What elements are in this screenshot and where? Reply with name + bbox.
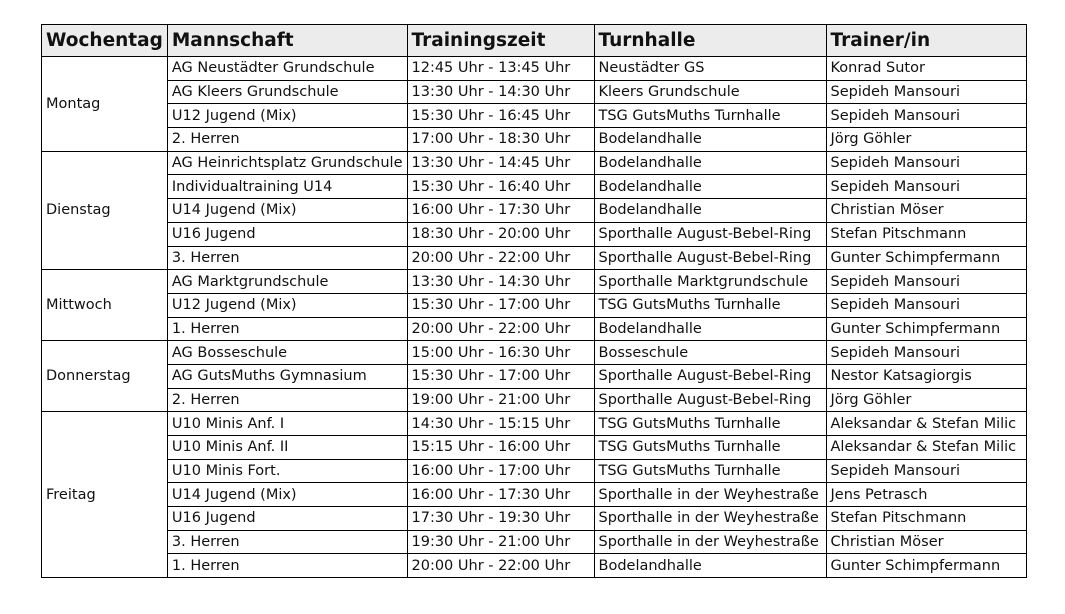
mannschaft-cell: AG Marktgrundschule (167, 270, 407, 294)
turnhalle-cell: Bosseschule (594, 341, 826, 365)
trainer-cell: Sepideh Mansouri (826, 104, 1026, 128)
table-row (42, 293, 1027, 317)
trainingszeit-cell: 12:45 Uhr - 13:45 Uhr (407, 57, 594, 81)
trainer-cell: Jörg Göhler (826, 388, 1026, 412)
table-row (42, 554, 1027, 578)
trainer-cell: Jörg Göhler (826, 128, 1026, 152)
mannschaft-cell: U16 Jugend (167, 507, 407, 531)
mannschaft-cell: AG Bosseschule (167, 341, 407, 365)
turnhalle-cell: TSG GutsMuths Turnhalle (594, 104, 826, 128)
trainingszeit-cell: 16:00 Uhr - 17:00 Uhr (407, 459, 594, 483)
header-wochentag: Wochentag (42, 25, 168, 57)
table-row (42, 412, 1027, 436)
turnhalle-cell: Bodelandhalle (594, 151, 826, 175)
turnhalle-cell: Bodelandhalle (594, 317, 826, 341)
mannschaft-cell: U10 Minis Fort. (167, 459, 407, 483)
turnhalle-cell: Sporthalle August-Bebel-Ring (594, 222, 826, 246)
mannschaft-cell: 2. Herren (167, 388, 407, 412)
trainer-cell: Sepideh Mansouri (826, 459, 1026, 483)
turnhalle-cell: Kleers Grundschule (594, 80, 826, 104)
table-row (42, 270, 1027, 294)
trainingszeit-cell: 14:30 Uhr - 15:15 Uhr (407, 412, 594, 436)
turnhalle-cell: Sporthalle August-Bebel-Ring (594, 388, 826, 412)
trainingszeit-cell: 20:00 Uhr - 22:00 Uhr (407, 554, 594, 578)
mannschaft-cell: Individualtraining U14 (167, 175, 407, 199)
table-row (42, 459, 1027, 483)
trainer-cell: Sepideh Mansouri (826, 293, 1026, 317)
turnhalle-cell: Bodelandhalle (594, 128, 826, 152)
mannschaft-cell: 1. Herren (167, 554, 407, 578)
trainingszeit-cell: 15:00 Uhr - 16:30 Uhr (407, 341, 594, 365)
turnhalle-cell: Neustädter GS (594, 57, 826, 81)
trainer-cell: Nestor Katsagiorgis (826, 364, 1026, 388)
trainer-cell: Konrad Sutor (826, 57, 1026, 81)
training-schedule-table (41, 24, 1027, 578)
trainer-cell: Jens Petrasch (826, 483, 1026, 507)
turnhalle-cell: Sporthalle in der Weyhestraße (594, 507, 826, 531)
turnhalle-cell: Sporthalle in der Weyhestraße (594, 530, 826, 554)
trainingszeit-cell: 15:15 Uhr - 16:00 Uhr (407, 436, 594, 460)
mannschaft-cell: 3. Herren (167, 530, 407, 554)
trainer-cell: Christian Möser (826, 199, 1026, 223)
trainer-cell: Gunter Schimpfermann (826, 317, 1026, 341)
weekday-cell: Dienstag (42, 151, 168, 269)
table-row (42, 175, 1027, 199)
table-row (42, 507, 1027, 531)
table-row (42, 80, 1027, 104)
trainer-cell: Sepideh Mansouri (826, 341, 1026, 365)
mannschaft-cell: U14 Jugend (Mix) (167, 199, 407, 223)
table-row (42, 317, 1027, 341)
mannschaft-cell: U14 Jugend (Mix) (167, 483, 407, 507)
header-trainer: Trainer/in (826, 25, 1026, 57)
mannschaft-cell: AG GutsMuths Gymnasium (167, 364, 407, 388)
trainingszeit-cell: 17:00 Uhr - 18:30 Uhr (407, 128, 594, 152)
trainer-cell: Aleksandar & Stefan Milic (826, 412, 1026, 436)
trainingszeit-cell: 13:30 Uhr - 14:30 Uhr (407, 270, 594, 294)
trainingszeit-cell: 17:30 Uhr - 19:30 Uhr (407, 507, 594, 531)
trainer-cell: Gunter Schimpfermann (826, 246, 1026, 270)
table-row (42, 388, 1027, 412)
trainer-cell: Sepideh Mansouri (826, 175, 1026, 199)
table-row (42, 364, 1027, 388)
mannschaft-cell: U10 Minis Anf. I (167, 412, 407, 436)
turnhalle-cell: TSG GutsMuths Turnhalle (594, 293, 826, 317)
weekday-cell: Freitag (42, 412, 168, 578)
trainingszeit-cell: 19:00 Uhr - 21:00 Uhr (407, 388, 594, 412)
mannschaft-cell: 3. Herren (167, 246, 407, 270)
mannschaft-cell: U12 Jugend (Mix) (167, 293, 407, 317)
mannschaft-cell: AG Kleers Grundschule (167, 80, 407, 104)
trainingszeit-cell: 16:00 Uhr - 17:30 Uhr (407, 483, 594, 507)
trainingszeit-cell: 16:00 Uhr - 17:30 Uhr (407, 199, 594, 223)
mannschaft-cell: U10 Minis Anf. II (167, 436, 407, 460)
table-row (42, 222, 1027, 246)
trainer-cell: Stefan Pitschmann (826, 507, 1026, 531)
mannschaft-cell: AG Heinrichtsplatz Grundschule (167, 151, 407, 175)
header-turnhalle: Turnhalle (594, 25, 826, 57)
table-row (42, 341, 1027, 365)
trainingszeit-cell: 19:30 Uhr - 21:00 Uhr (407, 530, 594, 554)
mannschaft-cell: 2. Herren (167, 128, 407, 152)
trainingszeit-cell: 20:00 Uhr - 22:00 Uhr (407, 246, 594, 270)
mannschaft-cell: AG Neustädter Grundschule (167, 57, 407, 81)
weekday-cell: Donnerstag (42, 341, 168, 412)
trainer-cell: Stefan Pitschmann (826, 222, 1026, 246)
weekday-cell: Mittwoch (42, 270, 168, 341)
table-row (42, 530, 1027, 554)
turnhalle-cell: Sporthalle August-Bebel-Ring (594, 364, 826, 388)
trainer-cell: Christian Möser (826, 530, 1026, 554)
mannschaft-cell: 1. Herren (167, 317, 407, 341)
trainer-cell: Sepideh Mansouri (826, 151, 1026, 175)
trainingszeit-cell: 13:30 Uhr - 14:30 Uhr (407, 80, 594, 104)
table-row (42, 483, 1027, 507)
table-row (42, 199, 1027, 223)
trainer-cell: Aleksandar & Stefan Milic (826, 436, 1026, 460)
turnhalle-cell: Sporthalle in der Weyhestraße (594, 483, 826, 507)
schedule-body (42, 57, 1027, 578)
table-row (42, 151, 1027, 175)
header-trainingszeit: Trainingszeit (407, 25, 594, 57)
trainer-cell: Sepideh Mansouri (826, 270, 1026, 294)
turnhalle-cell: Sporthalle August-Bebel-Ring (594, 246, 826, 270)
turnhalle-cell: TSG GutsMuths Turnhalle (594, 412, 826, 436)
mannschaft-cell: U16 Jugend (167, 222, 407, 246)
header-row (42, 25, 1027, 57)
table-row (42, 246, 1027, 270)
trainingszeit-cell: 15:30 Uhr - 16:40 Uhr (407, 175, 594, 199)
trainingszeit-cell: 18:30 Uhr - 20:00 Uhr (407, 222, 594, 246)
table-row (42, 436, 1027, 460)
trainingszeit-cell: 15:30 Uhr - 17:00 Uhr (407, 364, 594, 388)
header-mannschaft: Mannschaft (167, 25, 407, 57)
trainingszeit-cell: 13:30 Uhr - 14:45 Uhr (407, 151, 594, 175)
turnhalle-cell: TSG GutsMuths Turnhalle (594, 459, 826, 483)
turnhalle-cell: Bodelandhalle (594, 175, 826, 199)
turnhalle-cell: Sporthalle Marktgrundschule (594, 270, 826, 294)
turnhalle-cell: Bodelandhalle (594, 554, 826, 578)
turnhalle-cell: TSG GutsMuths Turnhalle (594, 436, 826, 460)
trainer-cell: Sepideh Mansouri (826, 80, 1026, 104)
mannschaft-cell: U12 Jugend (Mix) (167, 104, 407, 128)
table-row (42, 57, 1027, 81)
trainingszeit-cell: 15:30 Uhr - 17:00 Uhr (407, 293, 594, 317)
trainer-cell: Gunter Schimpfermann (826, 554, 1026, 578)
table-row (42, 128, 1027, 152)
trainingszeit-cell: 15:30 Uhr - 16:45 Uhr (407, 104, 594, 128)
table-row (42, 104, 1027, 128)
turnhalle-cell: Bodelandhalle (594, 199, 826, 223)
weekday-cell: Montag (42, 57, 168, 152)
trainingszeit-cell: 20:00 Uhr - 22:00 Uhr (407, 317, 594, 341)
